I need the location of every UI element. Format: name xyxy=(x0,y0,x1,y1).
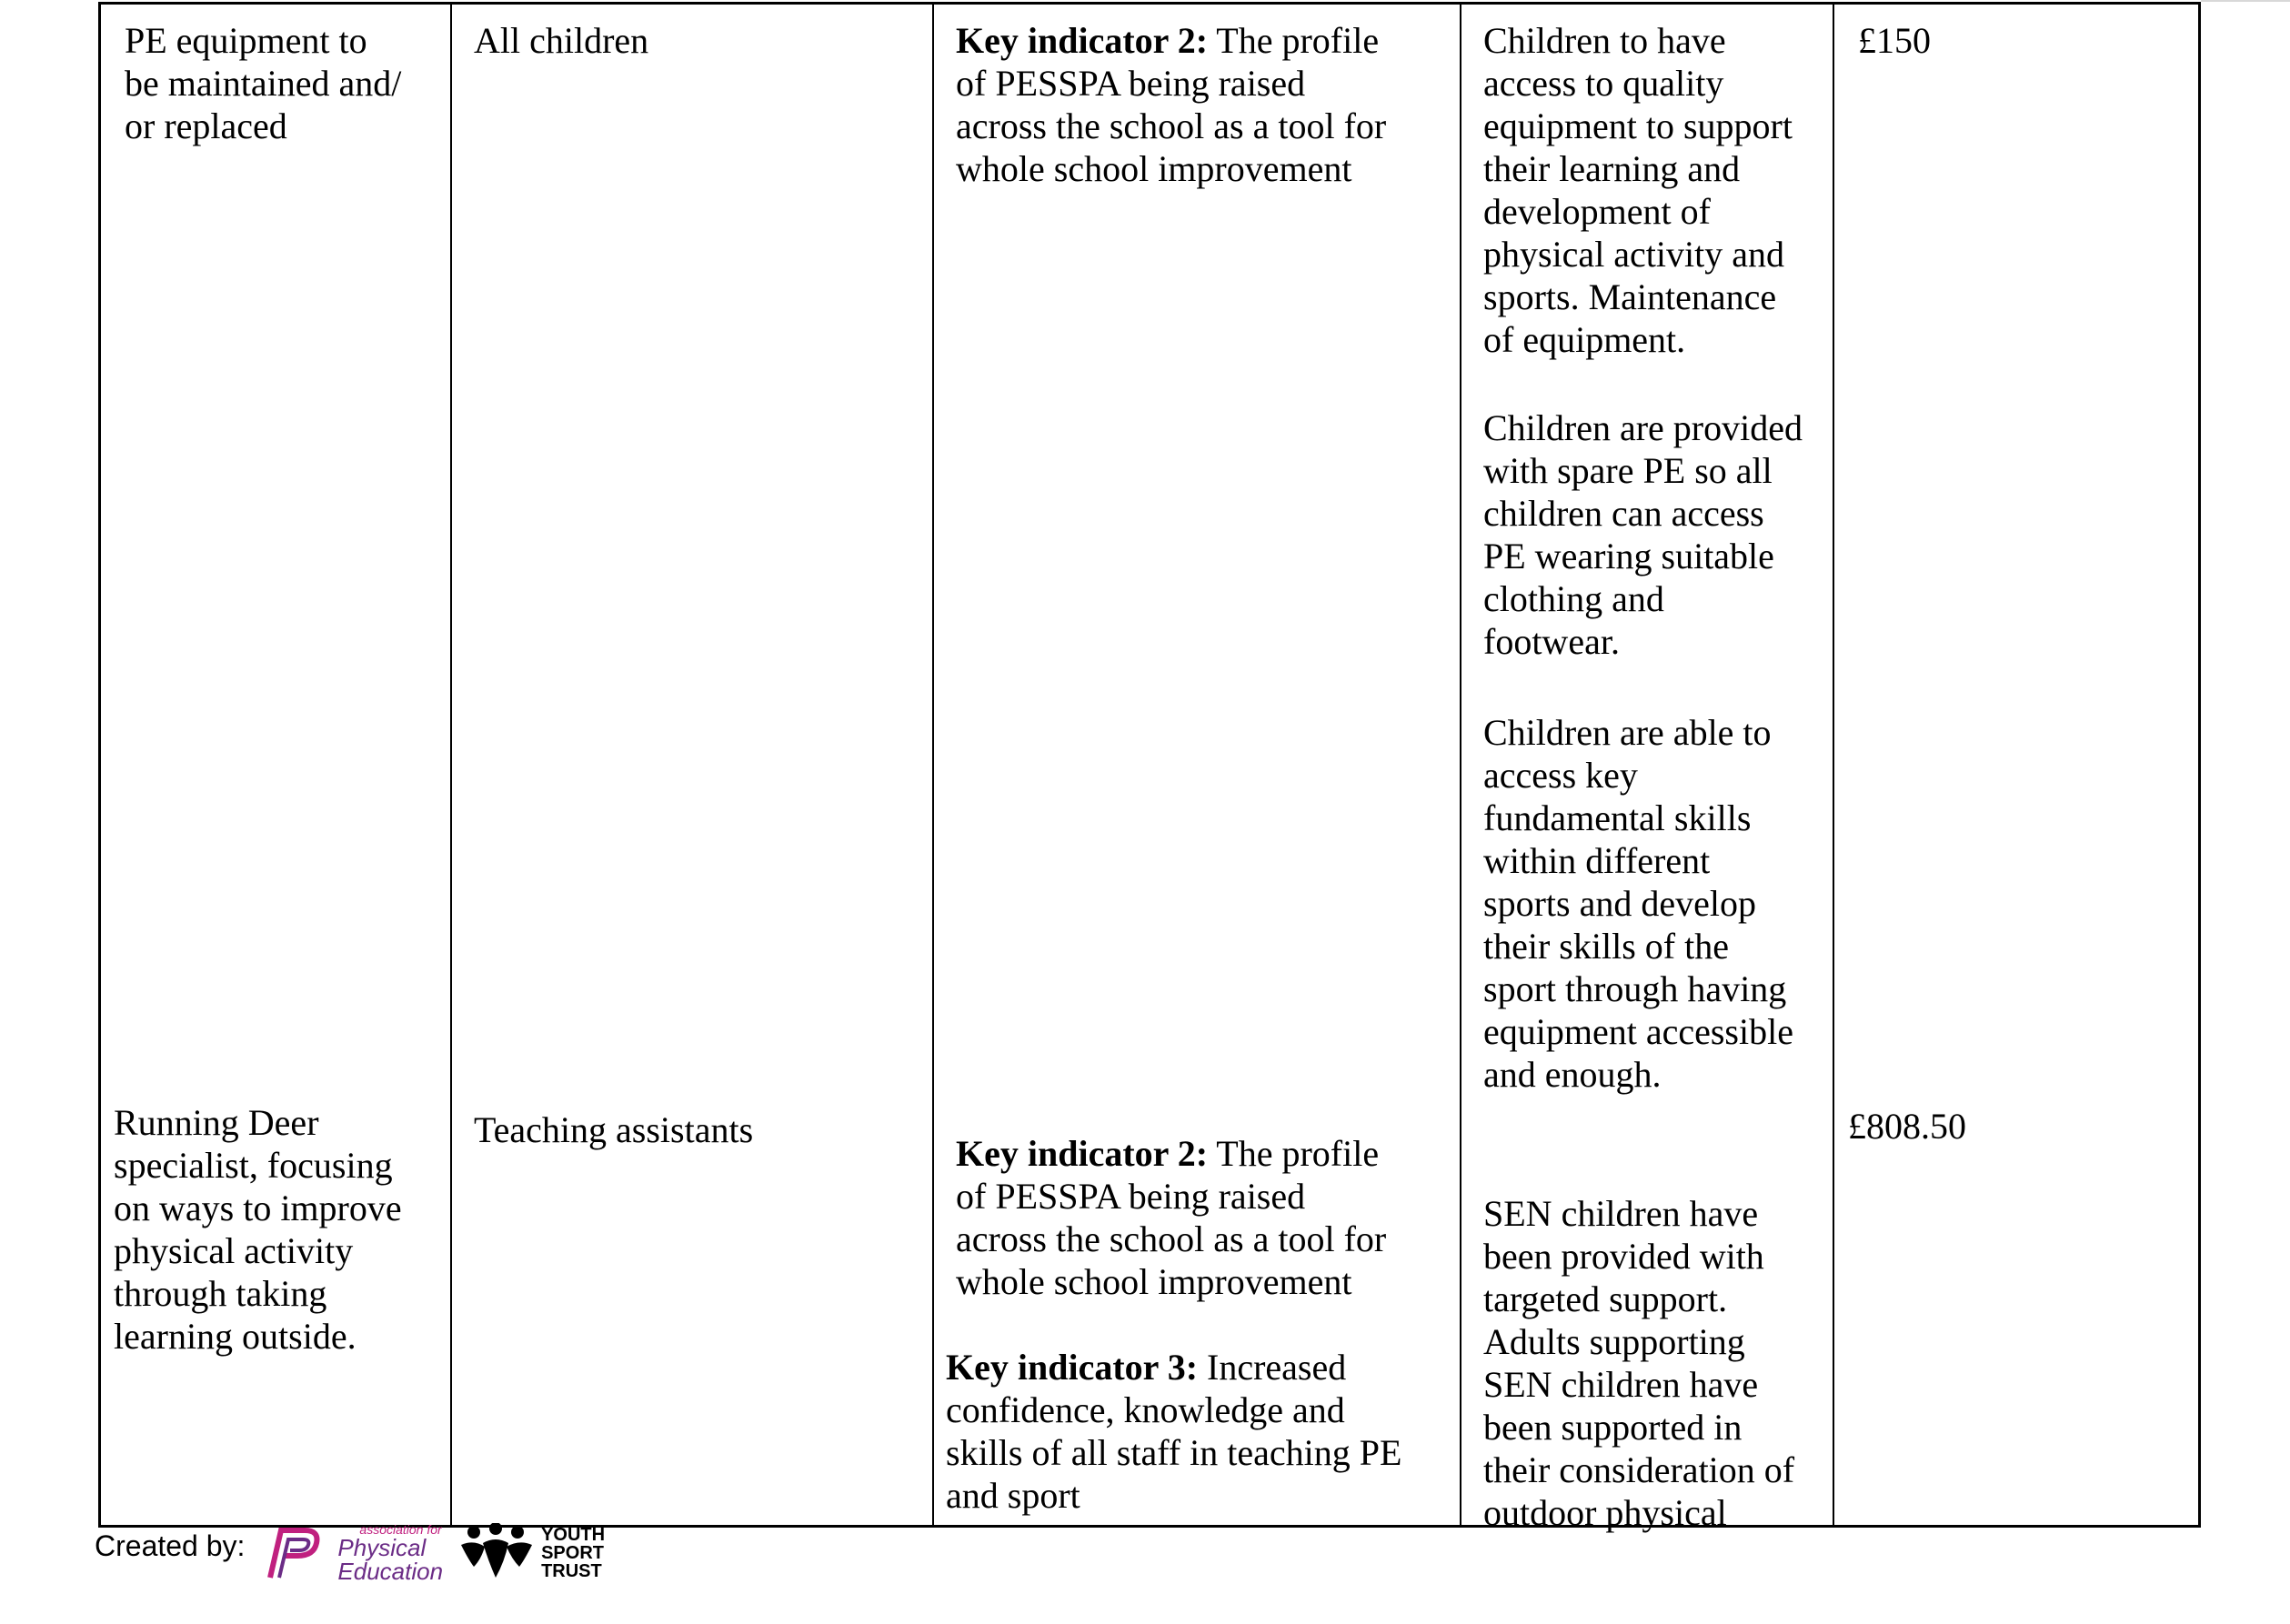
row2-key-indicator-3 xyxy=(946,1346,1401,1517)
yst-logo xyxy=(457,1524,605,1582)
row2-key-indicator-2 xyxy=(956,1132,1386,1303)
column-divider xyxy=(450,5,452,1525)
column-divider xyxy=(932,5,934,1525)
key-indicator-label: Key indicator 3: xyxy=(946,1347,1199,1388)
page-footer xyxy=(95,1524,605,1588)
column-divider xyxy=(1833,5,1834,1525)
afpe-small-text: association for xyxy=(359,1522,442,1537)
row1-cost: £150 xyxy=(1858,20,1931,61)
key-indicator-text: Increased confidence, knowledge and skills of all staff in teaching PE and sport xyxy=(946,1347,1402,1516)
key-indicator-label: Key indicator 2: xyxy=(956,20,1209,61)
row2-target: Teaching assistants xyxy=(474,1109,754,1150)
column-divider xyxy=(1460,5,1461,1525)
key-indicator-text: The profile of PESSPA being raised across the school as a tool for whole school improvement xyxy=(956,20,1387,189)
page-edge xyxy=(2201,0,2290,2)
afpe-logo-icon xyxy=(259,1525,323,1581)
afpe-line-2: Education xyxy=(337,1558,444,1585)
row1-target: All children xyxy=(474,20,649,61)
yst-wordmark xyxy=(541,1526,605,1580)
youth-sport-trust-icon xyxy=(457,1523,536,1583)
row2-cost: £808.50 xyxy=(1848,1106,1966,1147)
afpe-wordmark xyxy=(319,1523,443,1583)
row2-intent: Running Deer specialist, focusing on ways to improve physical activity through taking learning outside. xyxy=(114,1102,402,1357)
key-indicator-text: The profile of PESSPA being raised across the school as a tool for whole school improvement xyxy=(956,1133,1387,1302)
created-by-label: Created by: xyxy=(95,1529,246,1562)
row1-intent: PE equipment to be maintained and/ or replaced xyxy=(125,20,402,146)
afpe-logo xyxy=(259,1522,444,1585)
yst-line-1: YOUTH xyxy=(541,1525,606,1545)
row1-impact-2: Children are provided with spare PE so all children can access PE wearing suitable clothing and footwear. xyxy=(1483,407,1803,662)
row2-impact: SEN children have been provided with targeted support. Adults supporting SEN children have been supported in their consideration of outdoor physical xyxy=(1483,1193,1795,1533)
afpe-line-1: Physical xyxy=(337,1534,427,1561)
row1-key-indicator xyxy=(956,19,1386,190)
key-indicator-label: Key indicator 2: xyxy=(956,1133,1209,1174)
row1-impact: Children to have access to quality equipment to support their learning and development of physical activity and sports. Maintenance of equipment. xyxy=(1483,20,1793,360)
yst-line-2: SPORT xyxy=(541,1543,604,1563)
row1-impact-3: Children are able to access key fundamental skills within different sports and develop their skills of the sport through having equipment accessible and enough. xyxy=(1483,712,1793,1095)
yst-line-3: TRUST xyxy=(541,1561,602,1581)
